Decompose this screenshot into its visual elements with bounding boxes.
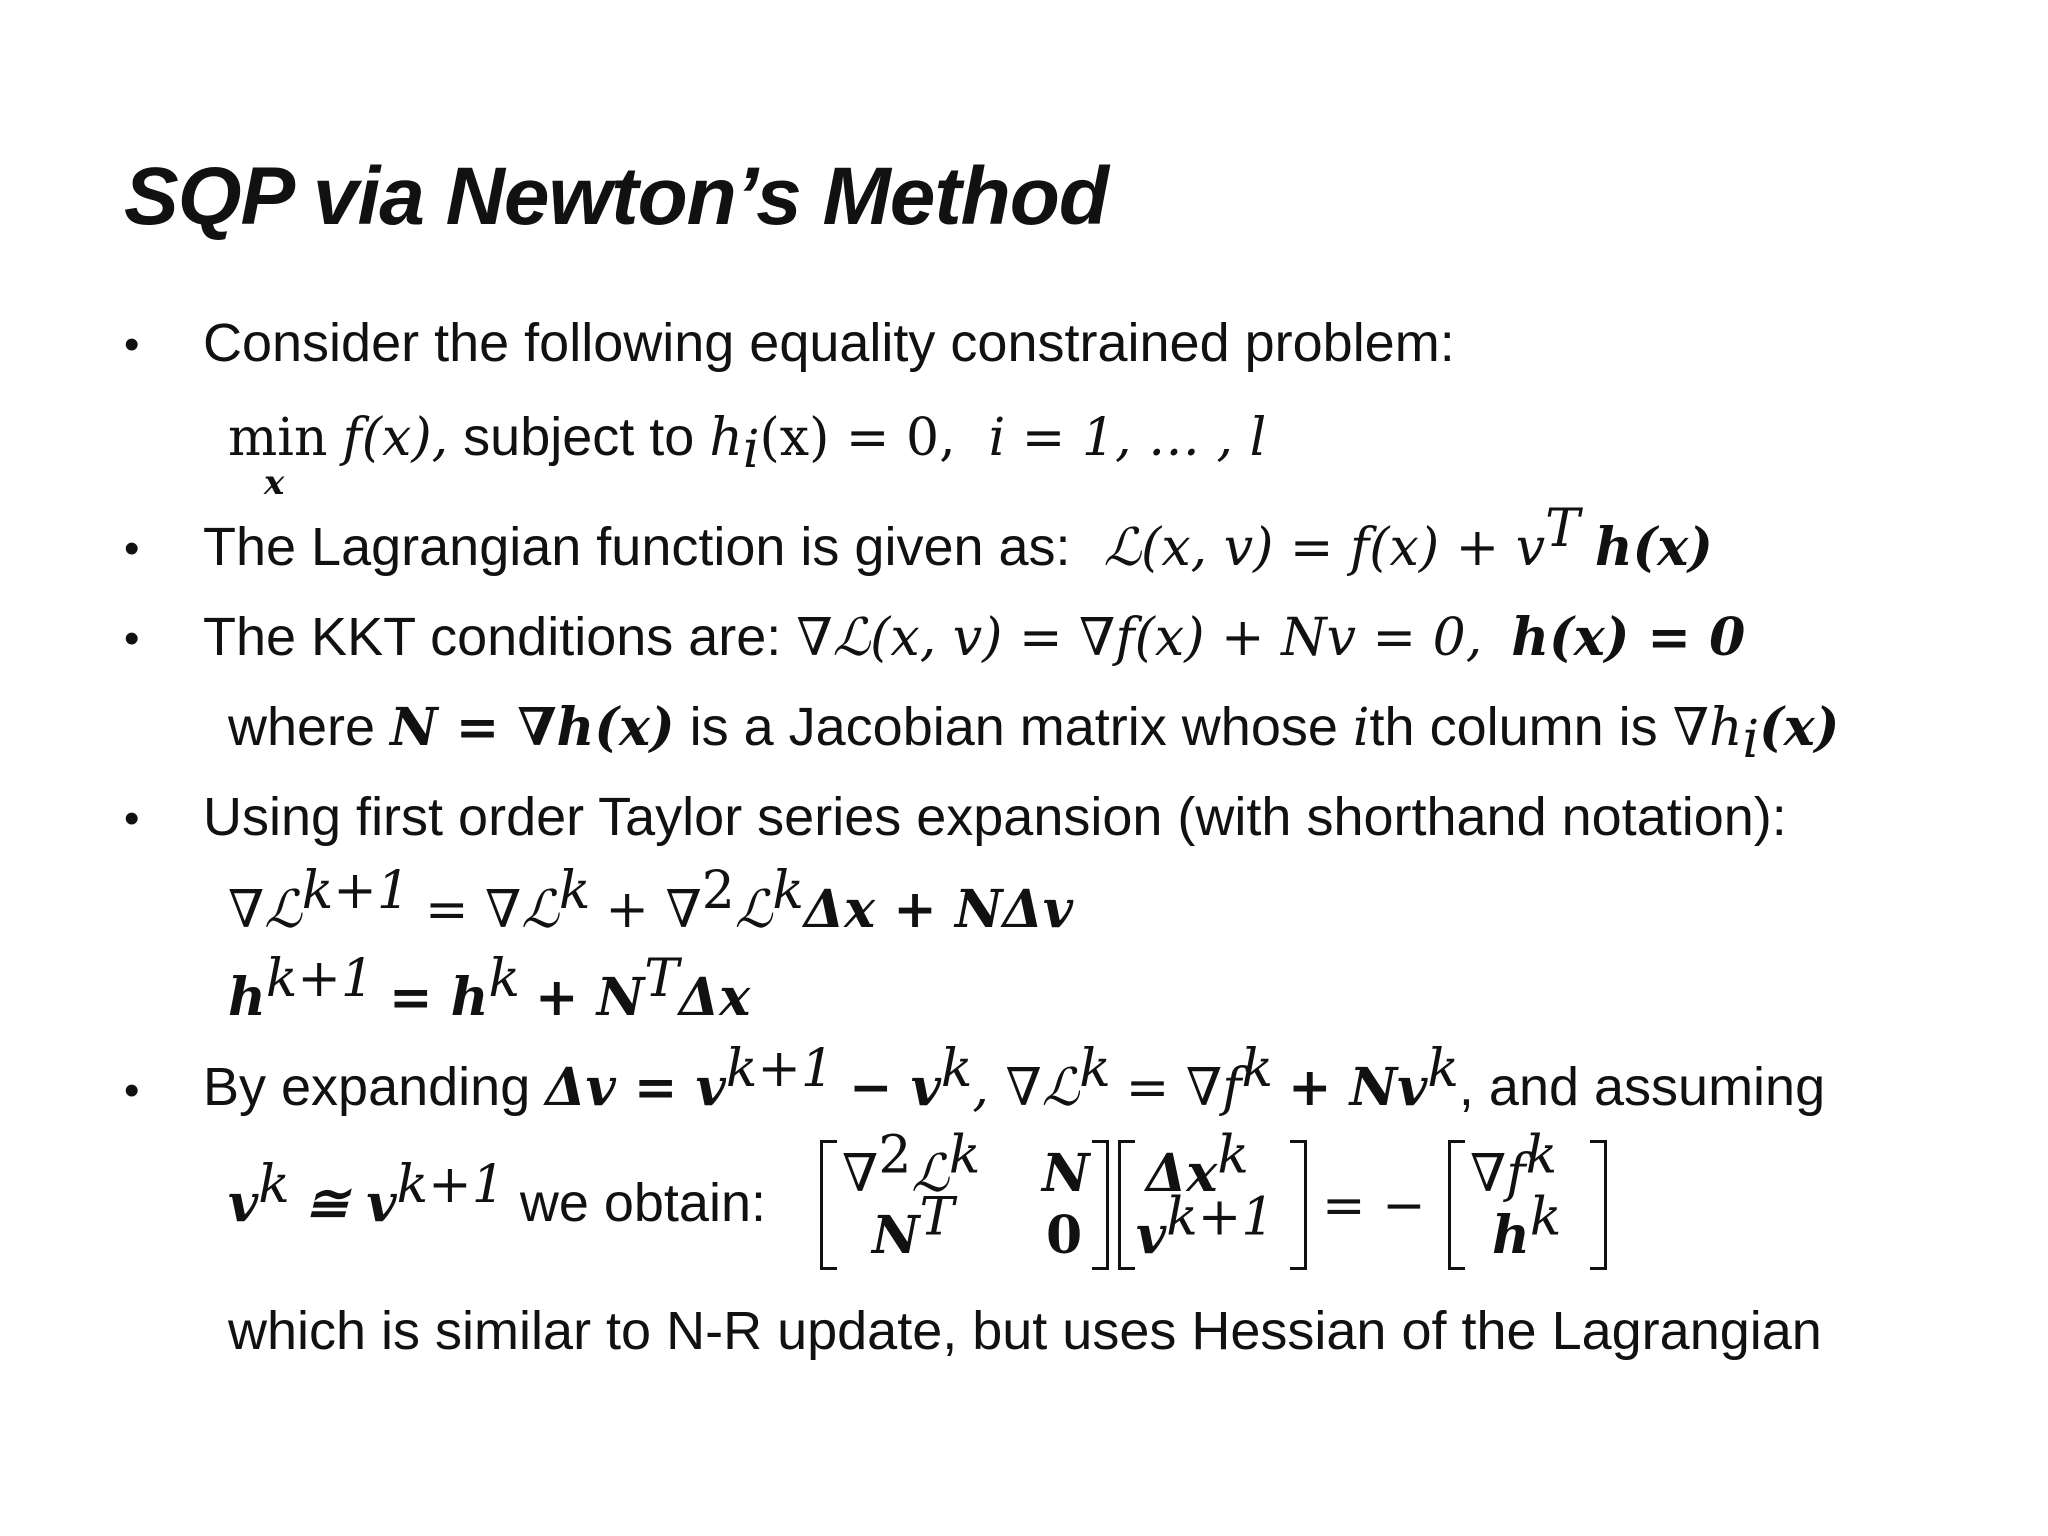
subject-to: subject to <box>463 407 695 467</box>
where-line: where N = ∇h(x) is a Jacobian matrix whose ith column is $\nabla h_i(x)$ <box>228 697 1840 770</box>
bullet3-line <box>203 607 1746 668</box>
kkt-formula: ∇ℒ(x, v) = ∇f(x) + Nv = 0, <box>796 608 1483 668</box>
bullet1-text: Consider the following equality constrained problem: <box>203 313 1455 373</box>
bullet-dot: • <box>124 614 140 663</box>
min-operator: min x <box>228 408 328 503</box>
bullet-dot: • <box>124 524 140 573</box>
rhs-vector: $\nabla f^k$ $h^k$ <box>1448 1140 1608 1270</box>
bullet3-text: The KKT conditions are: <box>203 607 782 667</box>
bullet-dot: • <box>124 320 140 369</box>
jacobian-formula: N = ∇h(x) <box>390 697 675 758</box>
bullet4-text: Using first order Taylor series expansion (with shorthand notation): <box>203 787 1787 847</box>
lagrangian-formula: ℒ(x, v) = f(x) + v <box>1103 518 1546 578</box>
bullet5-line1: By expanding $\Delta v = v^{k+1} - v^k$, ∇ℒ$^k$ = $\nabla f^k + Nv^k$, and assuming <box>203 1039 1826 1118</box>
index-range: i = 1, … , l <box>988 408 1267 468</box>
bracket-right <box>1092 1140 1109 1270</box>
closing-text: which is similar to N-R update, but uses Hessian of the Lagrangian <box>228 1301 1822 1361</box>
bullet-dot: • <box>124 1066 140 1115</box>
bullet2-line: The Lagrangian function is given as: ℒ(x, $v) = f(x) + v^T$ h(x) <box>203 499 1713 578</box>
problem-line: min x f(x), subject to $h_i(x) = 0$, i = 1, … , l <box>228 407 1267 503</box>
bullet2-text: The Lagrangian function is given as: <box>203 517 1071 577</box>
bracket-right <box>1290 1140 1307 1270</box>
bracket-right <box>1590 1140 1607 1270</box>
bracket-left <box>1118 1140 1135 1270</box>
slide-title: SQP via Newton’s Method <box>124 151 1108 242</box>
bracket-left <box>820 1140 837 1270</box>
taylor-eq1: ∇ℒ$^{k+1}$ = ∇ℒ$^k$ + ∇$^2$ℒ$^k$Δx + NΔv <box>228 861 1074 940</box>
objective: f(x), <box>342 408 449 468</box>
bracket-left <box>1448 1140 1465 1270</box>
bullet-dot: • <box>124 794 140 843</box>
unknown-vector: $\Delta x^k$ $v^{k+1}$ <box>1118 1140 1308 1270</box>
bullet5-line2: $v^k$ ≅ $v^{k+1}$ we obtain: <box>228 1155 766 1234</box>
equals-minus: = − <box>1322 1176 1426 1236</box>
kkt-formula-2: h(x) = 0 <box>1511 607 1746 668</box>
taylor-eq2: $h^{k+1} = h^k + N^T\Delta x$ <box>228 949 751 1028</box>
kkt-matrix: ∇$^2$ℒ$^k$ N $N^T$ 0 <box>820 1140 1110 1270</box>
constraint: h <box>709 408 743 468</box>
